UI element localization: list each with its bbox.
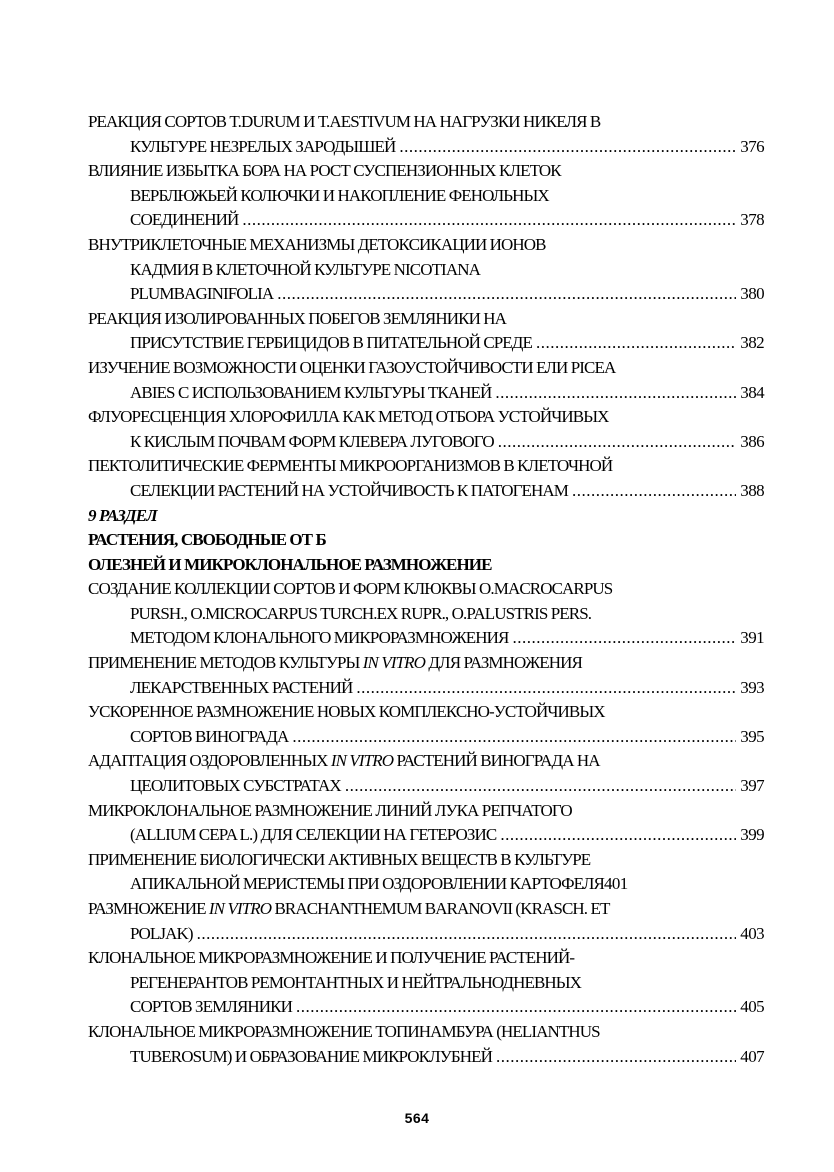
toc-entry	[88, 405, 764, 454]
entry-text-part: ДЛЯ РАЗМНОЖЕНИЯ	[425, 653, 582, 673]
entry-italic-term: IN VITRO	[208, 899, 272, 918]
dot-leader	[496, 1045, 736, 1070]
page-ref: 376	[740, 136, 764, 156]
page-ref: 388	[740, 480, 764, 500]
entry-last-line	[88, 135, 764, 160]
entry-last-line	[88, 479, 764, 504]
entry-text: СОРТОВ ВИНОГРАДА	[130, 726, 289, 746]
toc-entry	[88, 307, 764, 356]
entry-title-line	[88, 405, 764, 430]
page-ref: 393	[740, 677, 764, 697]
entry-title-line	[88, 848, 764, 873]
page-ref: 407	[740, 1046, 764, 1066]
toc-entry	[88, 1020, 764, 1069]
entry-title-line	[88, 946, 764, 971]
entry-title-line	[88, 454, 764, 479]
toc-entry	[88, 651, 764, 700]
toc-entry	[88, 700, 764, 749]
page-ref: 399	[740, 825, 764, 845]
entry-last-line	[88, 922, 764, 947]
entry-text: РЕАКЦИЯ СОРТОВ T.DURUM И T.AESTIVUM НА НАГРУЗКИ НИКЕЛЯ В	[88, 112, 601, 131]
section-title-text: РАСТЕНИЯ, СВОБОДНЫЕ ОТ Б	[88, 530, 326, 550]
entry-text: TUBEROSUM) И ОБРАЗОВАНИЕ МИКРОКЛУБНЕЙ	[130, 1046, 492, 1066]
page-ref: 382	[740, 333, 764, 353]
entry-text: ВНУТРИКЛЕТОЧНЫЕ МЕХАНИЗМЫ ДЕТОКСИКАЦИИ ИОНОВ	[88, 234, 546, 254]
entry-last-line	[88, 725, 764, 750]
entry-title-line	[88, 577, 764, 602]
page-ref: 395	[740, 726, 764, 746]
toc-entry	[88, 356, 764, 405]
entry-title-line	[88, 159, 764, 184]
entry-text: МИКРОКЛОНАЛЬНОЕ РАЗМНОЖЕНИЕ ЛИНИЙ ЛУКА РЕПЧАТОГО	[88, 800, 572, 820]
entry-last-line	[88, 676, 764, 701]
dot-leader	[197, 922, 737, 947]
entry-last-line	[88, 208, 764, 233]
entry-text: КАДМИЯ В КЛЕТОЧНОЙ КУЛЬТУРЕ NICOTIANA	[130, 259, 480, 279]
entry-last-line	[88, 430, 764, 455]
entry-title-line	[88, 799, 764, 824]
page-ref: 391	[740, 628, 764, 648]
entry-text: ЦЕОЛИТОВЫХ СУБСТРАТАХ	[130, 776, 341, 796]
entry-title-line	[88, 1020, 764, 1045]
page-ref: 403	[740, 923, 764, 943]
entry-text: ABIES С ИСПОЛЬЗОВАНИЕМ КУЛЬТУРЫ ТКАНЕЙ	[130, 382, 492, 402]
entry-title-line	[88, 897, 764, 922]
entry-continuation-line	[88, 258, 764, 283]
entry-text: РЕАКЦИЯ ИЗОЛИРОВАННЫХ ПОБЕГОВ ЗЕМЛЯНИКИ НА	[88, 308, 507, 328]
entry-title-line	[88, 233, 764, 258]
page-ref: 384	[740, 382, 764, 402]
entry-title-line	[88, 307, 764, 332]
entry-title-line	[88, 356, 764, 381]
toc-entry	[88, 159, 764, 233]
dot-leader	[498, 430, 737, 455]
entry-text: PLUMBAGINIFOLIA	[130, 284, 274, 304]
entry-last-line	[88, 995, 764, 1020]
entry-text: PURSH., O.MICROCARPUS TURCH.EX RUPR., O.PALUSTRIS PERS.	[130, 603, 592, 623]
entry-text-part: АДАПТАЦИЯ ОЗДОРОВЛЕННЫХ	[88, 751, 331, 771]
entry-text: РЕГЕНЕРАНТОВ РЕМОНТАНТНЫХ И НЕЙТРАЛЬНОДНЕВНЫХ	[130, 972, 582, 992]
dot-leader	[536, 331, 736, 356]
entry-text: ВЕРБЛЮЖЬЕЙ КОЛЮЧКИ И НАКОПЛЕНИЕ ФЕНОЛЬНЫХ	[130, 185, 549, 205]
toc-entry	[88, 946, 764, 1020]
entry-title-line	[88, 110, 764, 135]
entry-text: ЛЕКАРСТВЕННЫХ РАСТЕНИЙ	[130, 677, 353, 697]
toc-entry	[88, 848, 764, 897]
entry-last-line	[88, 872, 764, 897]
table-of-contents	[88, 110, 764, 1069]
toc-entry	[88, 110, 764, 159]
dot-leader	[572, 479, 736, 504]
entry-continuation-line	[88, 184, 764, 209]
entry-text: (ALLIUM CEPA L.) ДЛЯ СЕЛЕКЦИИ НА ГЕТЕРОЗИС	[130, 825, 497, 845]
entry-text: ФЛУОРЕСЦЕНЦИЯ ХЛОРОФИЛЛА КАК МЕТОД ОТБОРА УСТОЙЧИВЫХ	[88, 407, 609, 427]
section-number	[88, 504, 764, 529]
page-ref: 397	[740, 776, 764, 796]
entry-last-line	[88, 331, 764, 356]
entry-title-line	[88, 651, 764, 676]
page-ref: 401	[603, 874, 628, 894]
entry-text: К КИСЛЫМ ПОЧВАМ ФОРМ КЛЕВЕРА ЛУГОВОГО	[130, 431, 494, 451]
entry-text-part: РАЗМНОЖЕНИЕ	[88, 899, 209, 918]
dot-leader	[277, 282, 736, 307]
dot-leader	[500, 823, 736, 848]
toc-entry	[88, 454, 764, 503]
entry-text: КЛОНАЛЬНОЕ МИКРОРАЗМНОЖЕНИЕ ТОПИНАМБУРА (HELIANTHUS	[88, 1021, 600, 1041]
entry-continuation-line	[88, 971, 764, 996]
entry-text	[88, 897, 609, 922]
entry-continuation-line	[88, 602, 764, 627]
page-ref: 386	[740, 431, 764, 451]
toc-entry	[88, 577, 764, 651]
entry-text: СЕЛЕКЦИИ РАСТЕНИЙ НА УСТОЙЧИВОСТЬ К ПАТОГЕНАМ	[130, 480, 568, 500]
dot-leader	[242, 208, 736, 233]
section-title-text: ОЛЕЗНЕЙ И МИКРОКЛОНАЛЬНОЕ РАЗМНОЖЕНИЕ	[88, 554, 492, 574]
entry-last-line	[88, 626, 764, 651]
entry-text-part: ПРИМЕНЕНИЕ МЕТОДОВ КУЛЬТУРЫ	[88, 653, 363, 673]
entry-text: POLJAK)	[130, 923, 193, 943]
entry-text: АПИКАЛЬНОЙ МЕРИСТЕМЫ ПРИ ОЗДОРОВЛЕНИИ КАРТОФЕЛЯ	[130, 874, 604, 894]
entry-text: СОЕДИНЕНИЙ	[130, 210, 239, 230]
entry-last-line	[88, 774, 764, 799]
dot-leader	[345, 774, 736, 799]
section-number-text: 9 РАЗДЕЛ	[88, 505, 157, 525]
section-title-line	[88, 528, 764, 553]
entry-italic-term: IN VITRO	[362, 653, 426, 673]
toc-entry	[88, 799, 764, 848]
dot-leader	[512, 626, 736, 651]
entry-title-line	[88, 749, 764, 774]
entry-text	[88, 651, 582, 676]
entry-last-line	[88, 1045, 764, 1070]
toc-entry	[88, 233, 764, 307]
page-ref: 378	[740, 210, 764, 230]
entry-text: ПРИСУТСТВИЕ ГЕРБИЦИДОВ В ПИТАТЕЛЬНОЙ СРЕДЕ	[130, 333, 532, 353]
toc-entry	[88, 749, 764, 798]
page-number: 564	[404, 1110, 430, 1126]
entry-text-part: BRACHANTHEMUM BARANOVII (KRASCH. ET	[271, 899, 610, 918]
section-title-line	[88, 553, 764, 578]
entry-text: СОЗДАНИЕ КОЛЛЕКЦИИ СОРТОВ И ФОРМ КЛЮКВЫ O.MACROCARPUS	[88, 579, 613, 599]
dot-leader	[356, 676, 736, 701]
dot-leader	[495, 381, 736, 406]
entry-text: МЕТОДОМ КЛОНАЛЬНОГО МИКРОРАЗМНОЖЕНИЯ	[130, 628, 509, 648]
entry-text-part: РАСТЕНИЙ ВИНОГРАДА НА	[393, 751, 600, 771]
dot-leader	[296, 995, 736, 1020]
entry-text: ИЗУЧЕНИЕ ВОЗМОЖНОСТИ ОЦЕНКИ ГАЗОУСТОЙЧИВОСТИ ЕЛИ PICEA	[88, 357, 616, 377]
entry-last-line	[88, 823, 764, 848]
dot-leader	[399, 135, 736, 160]
page-ref: 380	[740, 284, 764, 304]
entry-text: ПРИМЕНЕНИЕ БИОЛОГИЧЕСКИ АКТИВНЫХ ВЕЩЕСТВ В КУЛЬТУРЕ	[88, 849, 591, 869]
entry-text: КУЛЬТУРЕ НЕЗРЕЛЫХ ЗАРОДЫШЕЙ	[130, 136, 396, 156]
entry-text: ПЕКТОЛИТИЧЕСКИЕ ФЕРМЕНТЫ МИКРООРГАНИЗМОВ В КЛЕТОЧНОЙ	[88, 456, 613, 476]
dot-leader	[292, 725, 736, 750]
entry-text: КЛОНАЛЬНОЕ МИКРОРАЗМНОЖЕНИЕ И ПОЛУЧЕНИЕ РАСТЕНИЙ-	[88, 948, 575, 968]
entry-text	[88, 749, 600, 774]
page-ref: 405	[740, 997, 764, 1017]
entry-last-line	[88, 381, 764, 406]
entry-text: УСКОРЕННОЕ РАЗМНОЖЕНИЕ НОВЫХ КОМПЛЕКСНО-УСТОЙЧИВЫХ	[88, 702, 605, 722]
entry-last-line	[88, 282, 764, 307]
entry-title-line	[88, 700, 764, 725]
entry-text: СОРТОВ ЗЕМЛЯНИКИ	[130, 997, 292, 1017]
entry-italic-term: IN VITRO	[330, 751, 394, 771]
toc-entry	[88, 897, 764, 946]
entry-text: ВЛИЯНИЕ ИЗБЫТКА БОРА НА РОСТ СУСПЕНЗИОННЫХ КЛЕТОК	[88, 161, 561, 181]
